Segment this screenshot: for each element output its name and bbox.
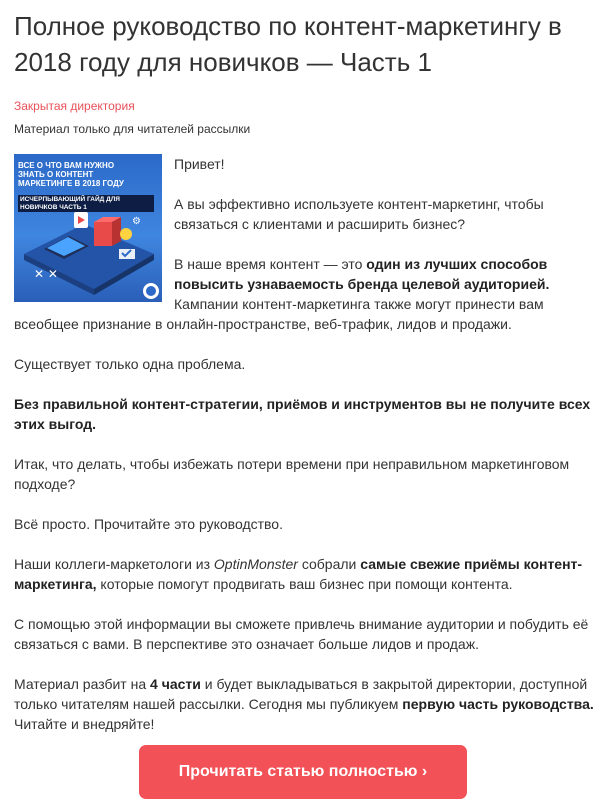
subscribers-only-note: Материал только для читателей рассылки (14, 122, 251, 136)
paragraph-strategy: Без правильной контент-стратегии, приёмов и инструментов вы не получите всех этих выгод. (14, 396, 591, 432)
closed-directory-link[interactable]: Закрытая директория (14, 99, 135, 113)
paragraph-question: А вы эффективно используете контент-маркетинг, чтобы связаться с клиентами и расширить бизнес? (174, 196, 544, 232)
read-full-article-button[interactable]: Прочитать статью полностью › (139, 745, 467, 799)
paragraph-simple: Всё просто. Прочитайте это руководство. (14, 516, 283, 532)
article-body (14, 154, 594, 734)
svg-text:✕ ✕: ✕ ✕ (34, 267, 58, 281)
cover-subtitle: ИСЧЕРПЫВАЮЩИЙ ГАЙД ДЛЯ НОВИЧКОВ ЧАСТЬ 1 (18, 195, 154, 212)
paragraph-what-to-do: Итак, что делать, чтобы избежать потери времени при неправильном маркетинговом подходе? (14, 456, 570, 492)
paragraph-content-value: В наше время контент — это один из лучших способов повысить узнаваемость бренда целевой аудиторией. Кампании контент-маркетинга также могут принести вам всеобщее признание в онлайн-пространстве, веб-трафик, лидов и продажи. (14, 256, 550, 332)
cover-title: ВСЕ О ЧТО ВАМ НУЖНО ЗНАТЬ О КОНТЕНТ МАРКЕТИНГЕ В 2018 ГОДУ (18, 161, 124, 188)
paragraph-parts: Материал разбит на 4 части и будет выкладываться в закрытой директории, доступной только читателям нашей рассылки. Сегодня мы публикуем первую часть руководства. Читайте и внедряйте! (14, 676, 594, 732)
paragraph-problem: Существует только одна проблема. (14, 356, 246, 372)
svg-text:⚙: ⚙ (132, 216, 141, 227)
cover-image (14, 154, 162, 302)
page-title: Полное руководство по контент-маркетингу в 2018 году для новичков — Часть 1 (14, 11, 562, 77)
greeting: Привет! (174, 156, 225, 172)
paragraph-optinmonster: Наши коллеги-маркетологи из OptinMonster собрали самые свежие приёмы контент-маркетинга, которые помогут продвигать ваш бизнес при помощи контента. (14, 556, 583, 592)
paragraph-attention: С помощью этой информации вы сможете привлечь внимание аудитории и побудить её связаться с вами. В перспективе это означает больше лидов и продаж. (14, 616, 589, 652)
